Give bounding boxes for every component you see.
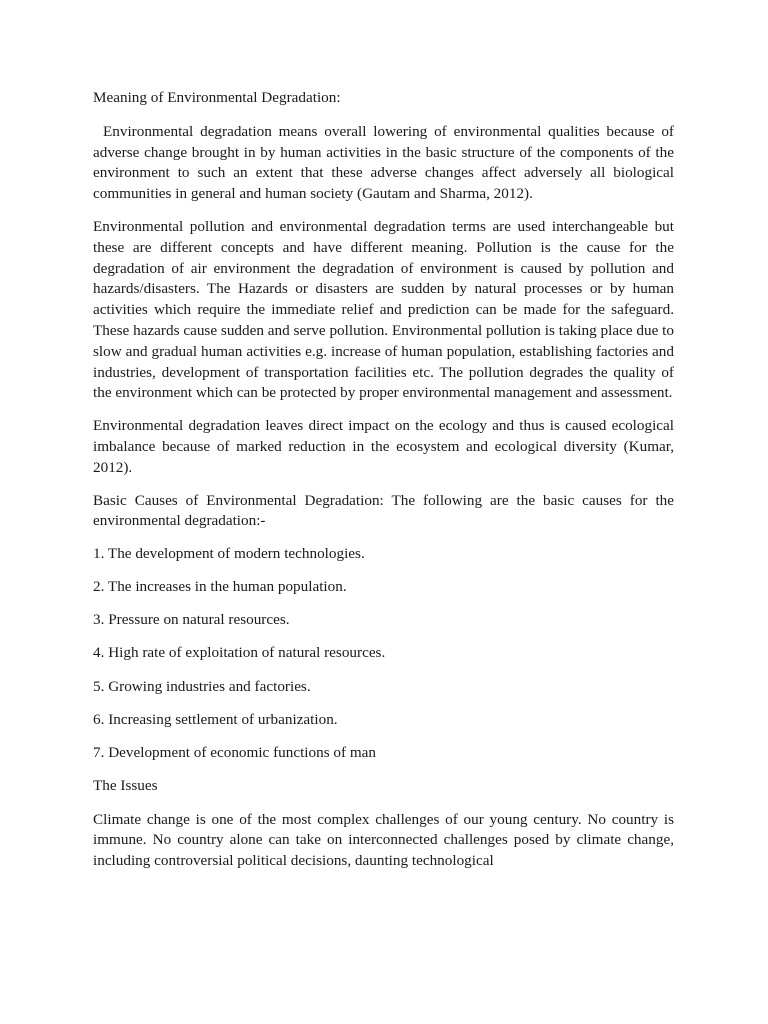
list-item: 3. Pressure on natural resources.	[93, 611, 290, 629]
list-item: 2. The increases in the human population.	[93, 578, 347, 596]
paragraph-pollution: Environmental pollution and environmental degradation terms are used interchangeable but these are different concepts and have different meaning. Pollution is the cause for the degradation of air environment the degradation of environment is caused by pollution and hazards/disasters. The Hazards or disasters are sudden by natural processes or by human activities which require the immediate relief and prediction can be made for the safeguard. These hazards cause sudden and serve pollution. Environmental pollution is taking place due to slow and gradual human activities e.g. increase of human population, establishing factories and industries, development of transportation facilities etc. The pollution degrades the quality of the environment which can be protected by proper environmental management and assessment.	[93, 217, 674, 402]
paragraph-basic-causes: Basic Causes of Environmental Degradation: The following are the basic causes for the environmental degradation:-	[93, 491, 674, 530]
paragraph-issues: Climate change is one of the most complex challenges of our young century. No country is immune. No country alone can take on interconnected challenges posed by climate change, including controversial political decisions, daunting technological	[93, 810, 674, 870]
list-item: 7. Development of economic functions of man	[93, 743, 377, 761]
issues-heading: The Issues	[93, 776, 158, 794]
section-heading: Meaning of Environmental Degradation:	[93, 89, 341, 106]
paragraph-ecology: Environmental degradation leaves direct impact on the ecology and thus is caused ecological imbalance because of marked reduction in the ecosystem and ecological diversity (Kumar, 2012).	[93, 417, 674, 476]
causes-list	[93, 544, 674, 763]
list-item: 5. Growing industries and factories.	[93, 677, 311, 695]
document-page	[93, 88, 674, 884]
list-item: 6. Increasing settlement of urbanization.	[93, 710, 338, 728]
list-item: 4. High rate of exploitation of natural resources.	[93, 644, 386, 662]
paragraph-definition: Environmental degradation means overall lowering of environmental qualities because of adverse change brought in by human activities in the basic structure of the components of the environment to such an extent that these adverse changes affect adversely all biological communities in general and human society (Gautam and Sharma, 2012).	[93, 122, 674, 203]
list-item: 1. The development of modern technologies.	[93, 545, 365, 563]
